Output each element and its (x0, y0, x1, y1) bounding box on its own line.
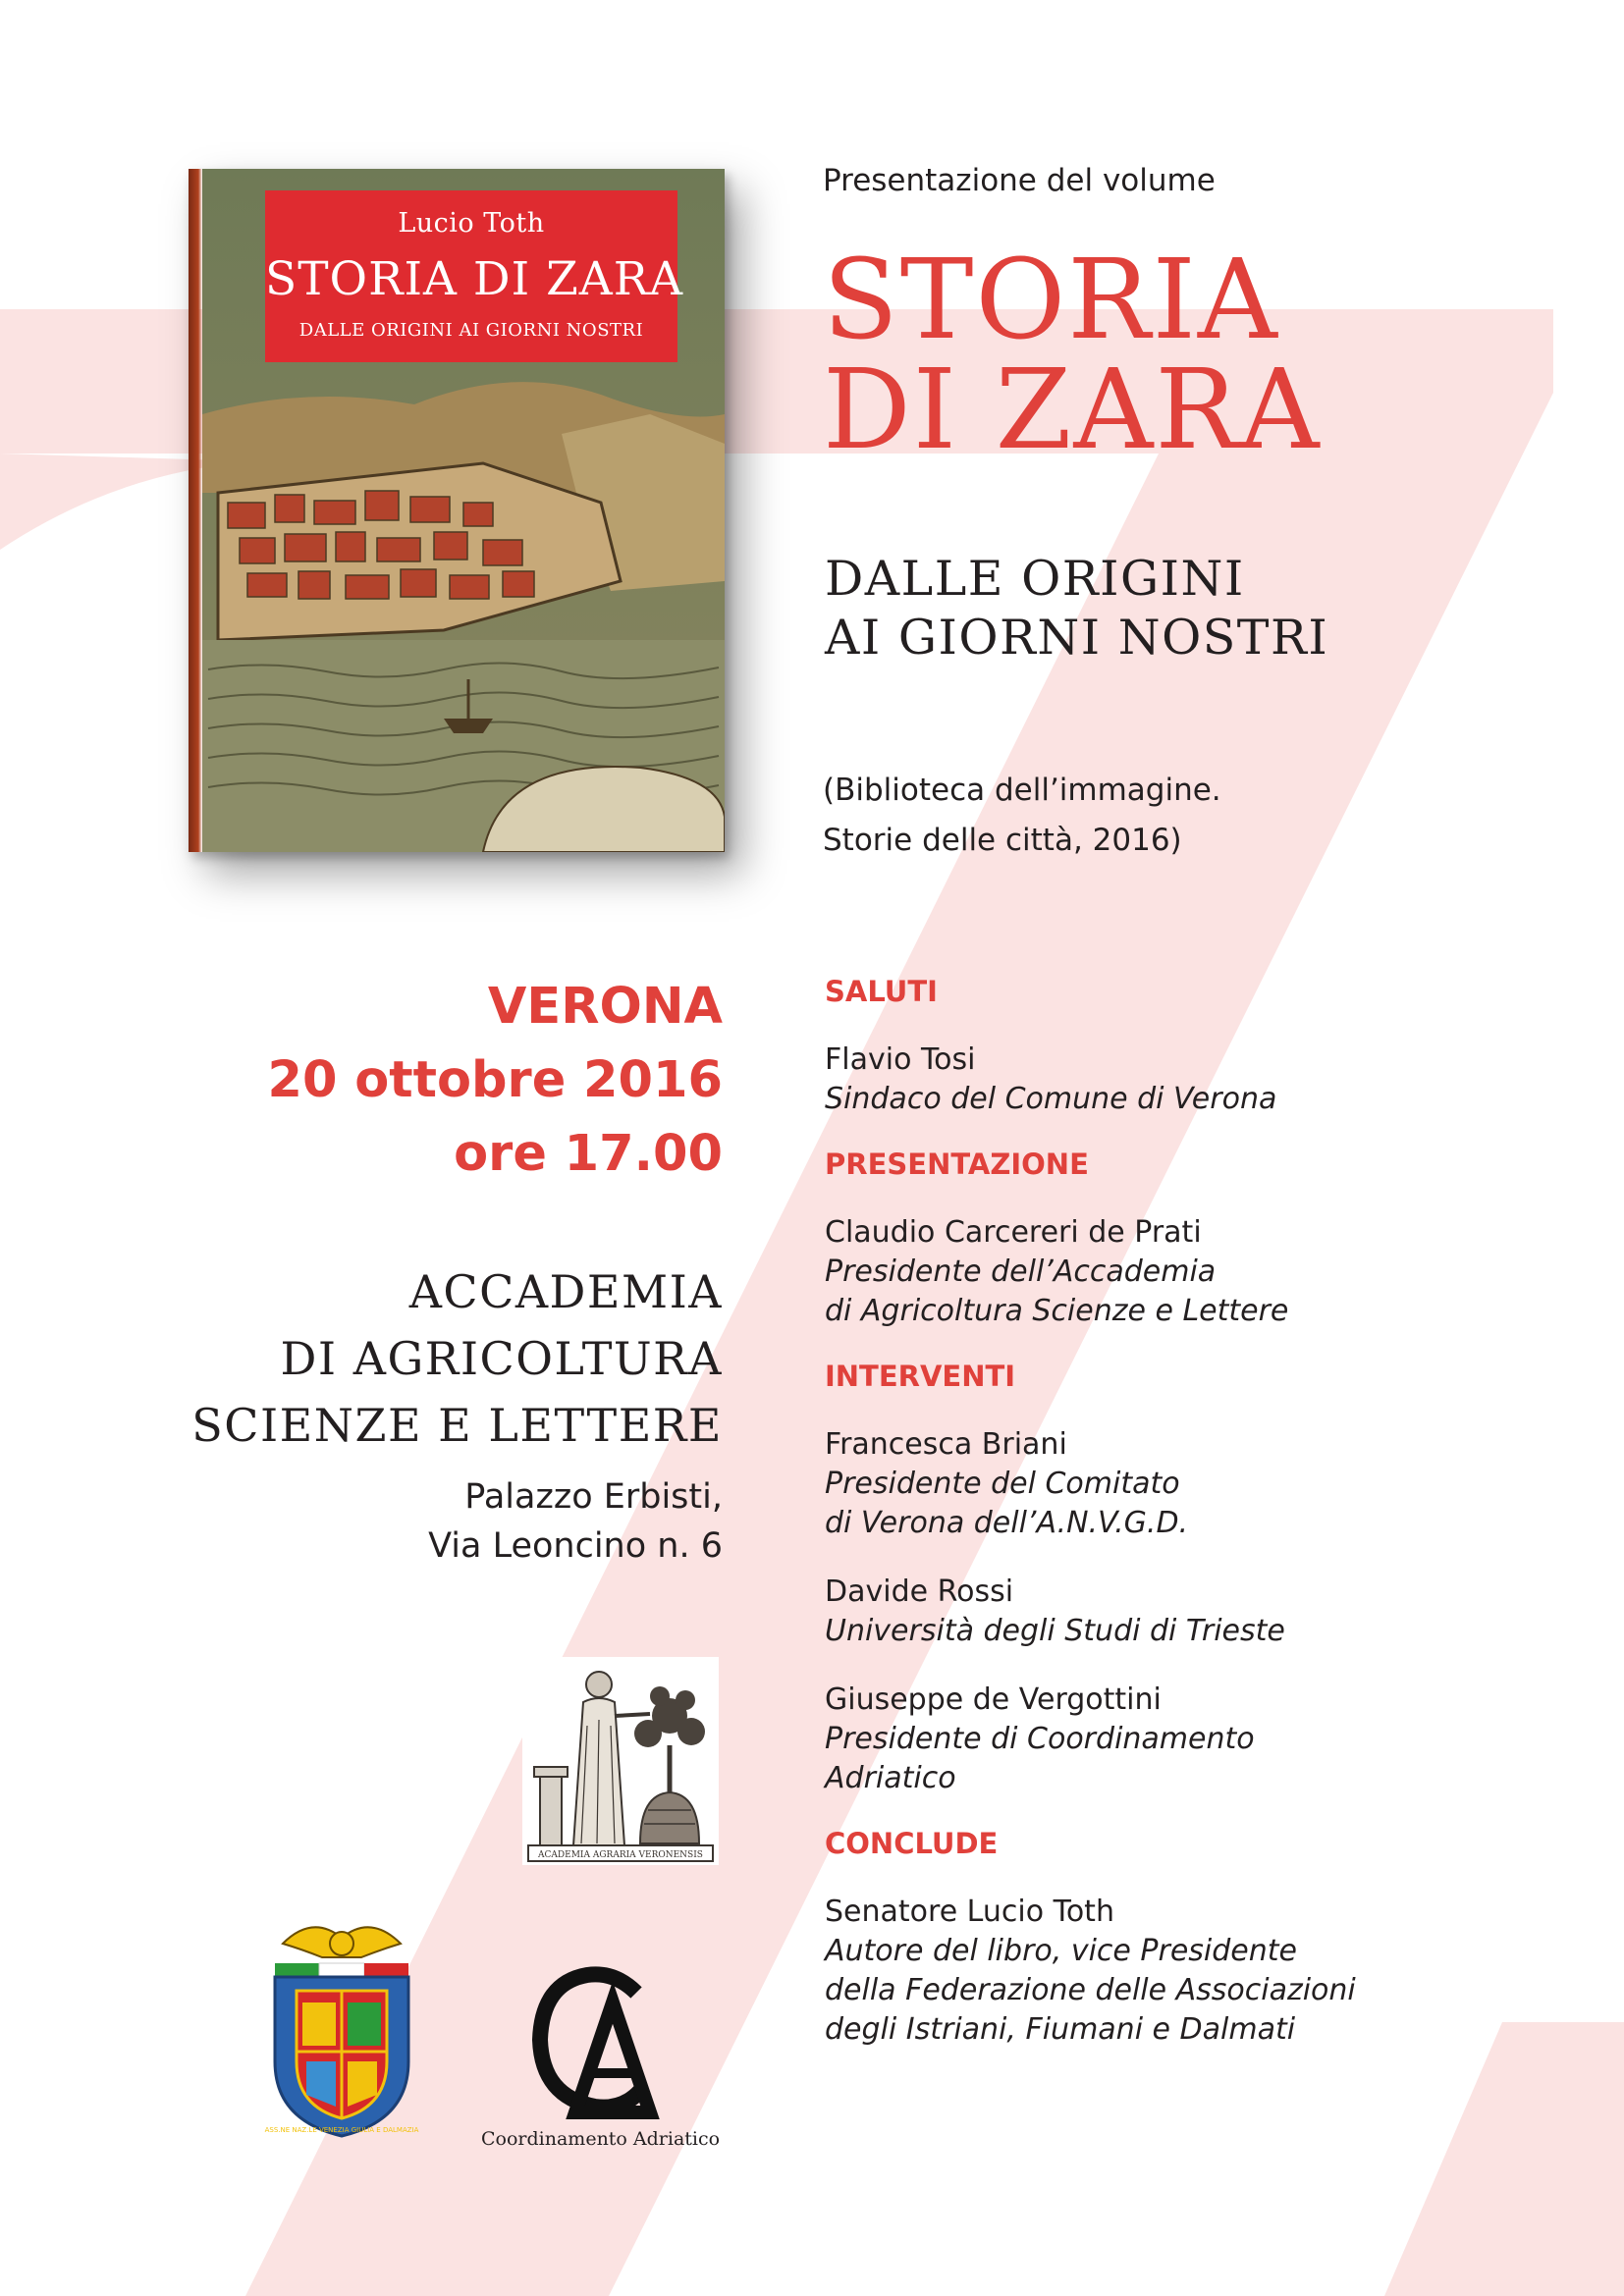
section-heading-saluti: SALUTI (825, 975, 938, 1008)
kicker-text: Presentazione del volume (823, 163, 1216, 198)
ca-monogram-icon (520, 1963, 677, 2120)
main-title-line: DI ZARA (823, 347, 1322, 474)
main-title (823, 237, 1322, 474)
program-person (825, 1213, 1591, 1331)
person-role: Autore del libro, vice Presidente (825, 1934, 1297, 1968)
event-city: VERONA (487, 978, 723, 1036)
person-name: Giuseppe de Vergottini (825, 1682, 1162, 1717)
event-details (267, 970, 723, 1191)
event-date: 20 ottobre 2016 (267, 1051, 723, 1109)
person-role: Presidente di Coordinamento (825, 1722, 1255, 1756)
person-name: Francesca Briani (825, 1427, 1067, 1462)
program-person (825, 1893, 1591, 2050)
ca-caption: Coordinamento Adriatico (481, 2128, 721, 2150)
academy-emblem-logo (522, 1657, 719, 1865)
person-role: di Agricoltura Scienze e Lettere (825, 1294, 1289, 1328)
main-title-line: STORIA (823, 237, 1279, 364)
venue-line: DI AGRICOLTURA (280, 1332, 723, 1385)
section-heading-interventi: INTERVENTI (825, 1360, 1016, 1393)
person-role: della Federazione delle Associazioni (825, 1973, 1356, 2007)
book-subtitle: DALLE ORIGINI AI GIORNI NOSTRI (298, 320, 644, 341)
main-subtitle-line: AI GIORNI NOSTRI (825, 610, 1329, 666)
main-subtitle-line: DALLE ORIGINI (825, 551, 1245, 607)
main-subtitle (825, 550, 1328, 667)
person-role: degli Istriani, Fiumani e Dalmati (825, 2012, 1296, 2047)
person-name: Senatore Lucio Toth (825, 1895, 1114, 1929)
person-role: Sindaco del Comune di Verona (825, 1082, 1277, 1116)
venue-name (191, 1258, 723, 1459)
person-name: Claudio Carcereri de Prati (825, 1215, 1202, 1250)
person-role: di Verona dell’A.N.V.G.D. (825, 1506, 1189, 1540)
book-author: Lucio Toth (398, 208, 545, 239)
series-note-line: (Biblioteca dell’immagine. (823, 773, 1221, 808)
person-role: Adriatico (825, 1761, 956, 1795)
section-heading-presentazione: PRESENTAZIONE (825, 1148, 1089, 1181)
venue-address (428, 1472, 723, 1571)
anvgd-motto: ASS.NE NAZ.LE VENEZIA GIULIA E DALMAZIA (264, 2126, 419, 2134)
program-person (825, 1041, 1591, 1119)
series-note (823, 766, 1221, 866)
person-role: Università degli Studi di Trieste (825, 1614, 1285, 1648)
address-line: Palazzo Erbisti, (464, 1477, 723, 1517)
person-role: Presidente dell’Accademia (825, 1255, 1217, 1289)
section-heading-conclude: CONCLUDE (825, 1827, 999, 1860)
program-person (825, 1681, 1591, 1798)
program-list (825, 972, 1591, 2050)
series-note-line: Storie delle città, 2016) (823, 823, 1182, 858)
venue-line: ACCADEMIA (408, 1265, 723, 1318)
book-cover (189, 169, 725, 852)
program-person (825, 1573, 1591, 1651)
address-line: Via Leoncino n. 6 (428, 1526, 723, 1566)
person-role: Presidente del Comitato (825, 1467, 1180, 1501)
anvgd-shield-logo (263, 1914, 420, 2140)
person-name: Davide Rossi (825, 1575, 1014, 1609)
venue-line: SCIENZE E LETTERE (191, 1399, 723, 1452)
person-name: Flavio Tosi (825, 1042, 976, 1077)
program-person (825, 1425, 1591, 1543)
event-time: ore 17.00 (454, 1125, 723, 1183)
academy-motto: ACADEMIA AGRARIA VERONENSIS (538, 1850, 703, 1860)
book-title: STORIA DI ZARA (265, 252, 684, 306)
coordinamento-adriatico-logo (481, 1963, 721, 2160)
book-cover-label (265, 190, 684, 362)
